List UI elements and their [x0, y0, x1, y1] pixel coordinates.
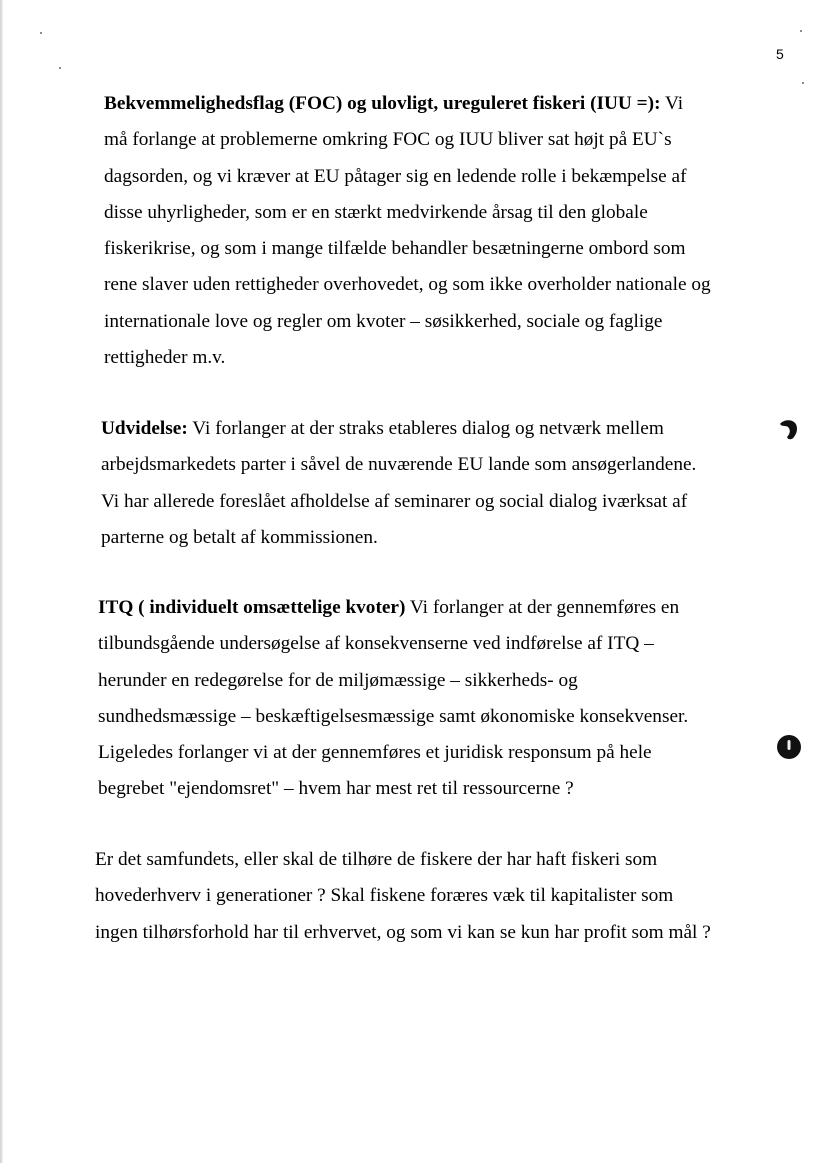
paragraph-line	[104, 86, 711, 122]
paragraph-line: herunder en redegørelse for de miljømæssige – sikkerheds- og	[98, 669, 578, 691]
paragraph-line: Ligeledes forlanger vi at der gennemføres et juridisk responsum på hele	[98, 742, 652, 764]
paragraph-line: dagsorden, og vi kræver at EU påtager sig en ledende rolle i bekæmpelse af	[104, 165, 687, 187]
paragraph-line	[98, 590, 688, 626]
paragraph-line: hovederhverv i generationer ? Skal fiskene foræres væk til kapitalister som	[95, 885, 674, 907]
paragraph-line: rettigheder m.v.	[104, 347, 226, 369]
scan-speck	[800, 30, 802, 32]
paragraph-line	[101, 411, 696, 447]
scan-speck	[59, 67, 61, 69]
paragraph-heading: ITQ ( individuelt omsættelige kvoter)	[98, 597, 406, 618]
paragraph-foc	[104, 86, 711, 376]
paragraph-udvidelse	[101, 411, 696, 556]
scan-speck	[802, 82, 804, 84]
paragraph-itq	[98, 590, 688, 808]
paragraph-text: Vi forlanger at der straks etableres dialog og netværk mellem	[187, 418, 664, 439]
paragraph-line: disse uhyrligheder, som er en stærkt medvirkende årsag til den globale	[104, 201, 648, 223]
paragraph-heading: Bekvemmelighedsflag (FOC) og ulovligt, ureguleret fiskeri (IUU =):	[104, 93, 661, 114]
paragraph-heading: Udvidelse:	[101, 418, 188, 439]
paragraph-line: tilbundsgående undersøgelse af konsekvenserne ved indførelse af ITQ –	[98, 633, 654, 655]
paragraph-line: ingen tilhørsforhold har til erhvervet, og som vi kan se kun har profit som mål ?	[95, 921, 711, 943]
paragraph-line: parterne og betalt af kommissionen.	[101, 526, 378, 548]
margin-blot-icon	[777, 419, 799, 441]
paragraph-text: Vi forlanger at der gennemføres en	[405, 597, 680, 618]
paragraph-line: Er det samfundets, eller skal de tilhøre de fiskere der har haft fiskeri som	[95, 849, 658, 870]
page-number: 5	[776, 46, 784, 62]
margin-circle-mark-icon	[776, 734, 802, 760]
scan-left-edge	[0, 0, 3, 1163]
paragraph-text: Vi	[660, 93, 684, 114]
paragraph-ownership	[95, 842, 711, 951]
paragraph-line: må forlange at problemerne omkring FOC og IUU bliver sat højt på EU`s	[104, 129, 672, 151]
paragraph-line: rene slaver uden rettigheder overhovedet, og som ikke overholder nationale og	[104, 274, 711, 296]
paragraph-line: sundhedsmæssige – beskæftigelsesmæssige samt økonomiske konsekvenser.	[98, 705, 689, 727]
paragraph-line: arbejdsmarkedets parter i såvel de nuværende EU lande som ansøgerlandene.	[101, 454, 697, 476]
scan-speck	[40, 32, 42, 34]
paragraph-line: begrebet "ejendomsret" – hvem har mest ret til ressourcerne ?	[98, 778, 574, 800]
paragraph-line: fiskerikrise, og som i mange tilfælde behandler besætningerne ombord som	[104, 238, 686, 260]
paragraph-line: internationale love og regler om kvoter – søsikkerhed, sociale og faglige	[104, 310, 663, 332]
paragraph-line: Vi har allerede foreslået afholdelse af seminarer og social dialog iværksat af	[101, 490, 688, 512]
